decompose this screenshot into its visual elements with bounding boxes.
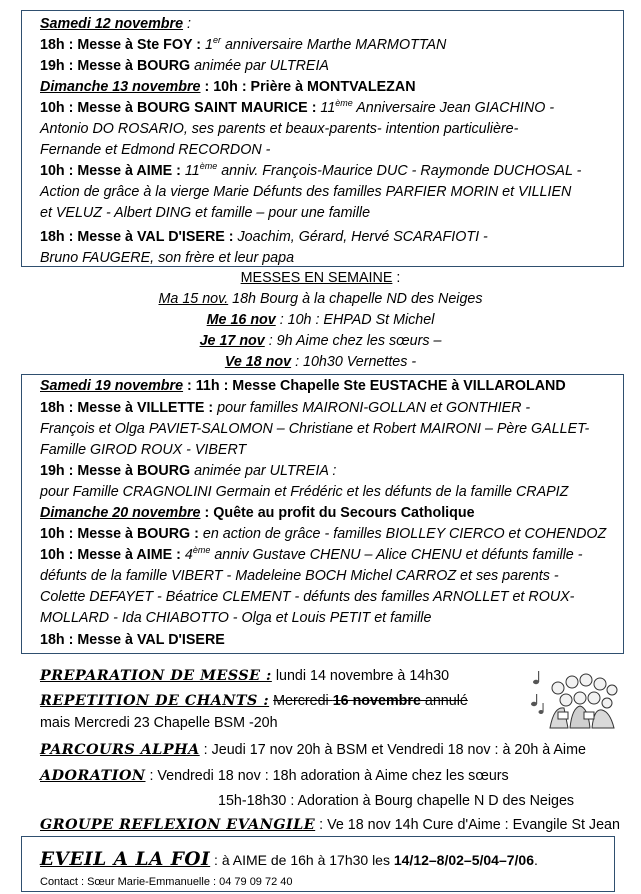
week2-intentions-line: François et Olga PAVIET-SALOMON – Christiane et Robert MAIRONI – Père GALLET- bbox=[40, 421, 590, 437]
repetition-chants: REPETITION DE CHANTS : Mercredi 16 novembre annulé bbox=[40, 693, 468, 709]
week2-mass-aime: 10h : Messe à AIME : 4ème anniv Gustave CHENU – Alice CHENU et défunts famille - bbox=[40, 545, 583, 563]
week2-intentions-line: pour Famille CRAGNOLINI Germain et Frédéric et les défunts de la famille CRAPIZ bbox=[40, 484, 569, 500]
week1-mass-aime: 10h : Messe à AIME : 11ème anniv. François-Maurice DUC - Raymonde DUCHOSAL - bbox=[40, 161, 582, 179]
week2-mass-villette: 18h : Messe à VILLETTE : pour familles MAIRONI-GOLLAN et GONTHIER - bbox=[40, 400, 531, 416]
weekday-mass-row: Ve 18 nov : 10h30 Vernettes - bbox=[224, 354, 417, 370]
week1-mass-ste-foy: 18h : Messe à Ste FOY : 1er anniversaire Marthe MARMOTTAN bbox=[40, 35, 447, 53]
week1-intentions-line: Antonio DO ROSARIO, ses parents et beaux-parents- intention particulière- bbox=[40, 121, 519, 137]
week2-saturday-heading: Samedi 19 novembre : 11h : Messe Chapelle Ste EUSTACHE à VILLAROLAND bbox=[40, 378, 566, 394]
music-note-icon bbox=[531, 671, 544, 714]
week1-mass-bsm: 10h : Messe à BOURG SAINT MAURICE : 11ème Anniversaire Jean GIACHINO - bbox=[40, 98, 555, 116]
week1-intentions-line: Bruno FAUGERE, son frère et leur papa bbox=[40, 250, 295, 266]
repetition-chants-new-date: mais Mercredi 23 Chapelle BSM -20h bbox=[40, 715, 278, 731]
week2-mass-bourg-sunday: 10h : Messe à BOURG : en action de grâce - familles BIOLLEY CIERCO et COHENDOZ bbox=[40, 526, 607, 542]
week1-saturday-heading: Samedi 12 novembre : bbox=[40, 16, 191, 32]
weekday-mass-row: Me 16 nov : 10h : EHPAD St Michel bbox=[206, 312, 435, 328]
contact-line: Contact : Sœur Marie-Emmanuelle : 04 79 09 72 40 bbox=[40, 876, 293, 888]
week2-mass-bourg: 19h : Messe à BOURG animée par ULTREIA : bbox=[40, 463, 337, 479]
week1-mass-bourg: 19h : Messe à BOURG animée par ULTREIA bbox=[40, 58, 329, 74]
week2-intentions-line: Colette DEFAYET - Béatrice CLEMENT - défunts des familles ARNOLLET et ROUX- bbox=[40, 589, 575, 605]
eveil-a-la-foi: EVEIL A LA FOI : à AIME de 16h à 17h30 les 14/12–8/02–5/04–7/06. bbox=[40, 849, 538, 870]
week2-intentions-line: défunts de la famille VIBERT - Madeleine BOCH Michel CARROZ et ses parents - bbox=[40, 568, 559, 584]
week1-mass-val-disere: 18h : Messe à VAL D'ISERE : Joachim, Gérard, Hervé SCARAFIOTI - bbox=[40, 229, 488, 245]
week2-intentions-line: Famille GIROD ROUX - VIBERT bbox=[40, 442, 247, 458]
singers-group bbox=[550, 674, 617, 728]
week2-intentions-line: MOLLARD - Ida CHIABOTTO - Olga et Louis PETIT et famille bbox=[40, 610, 432, 626]
parcours-alpha: PARCOURS ALPHA : Jeudi 17 nov 20h à BSM et Vendredi 18 nov : à 20h à Aime bbox=[40, 742, 586, 758]
week1-intentions-line: Fernande et Edmond RECORDON - bbox=[40, 142, 271, 158]
weekday-mass-row: Ma 15 nov. 18h Bourg à la chapelle ND des Neiges bbox=[158, 291, 483, 307]
week2-mass-val-disere: 18h : Messe à VAL D'ISERE bbox=[40, 632, 225, 648]
weekday-masses-title: MESSES EN SEMAINE : bbox=[240, 270, 401, 286]
weekday-mass-row: Je 17 nov : 9h Aime chez les sœurs – bbox=[199, 333, 442, 349]
week1-sunday-heading: Dimanche 13 novembre : 10h : Prière à MONTVALEZAN bbox=[40, 79, 416, 95]
groupe-reflexion: GROUPE REFLEXION EVANGILE : Ve 18 nov 14h Cure d'Aime : Evangile St Jean bbox=[40, 817, 620, 833]
adoration-bourg: 15h-18h30 : Adoration à Bourg chapelle N D des Neiges bbox=[218, 793, 575, 809]
week1-intentions-line: et VELUZ - Albert DING et famille – pour une famille bbox=[40, 205, 371, 221]
week1-intentions-line: Action de grâce à la vierge Marie Défunts des familles PARFIER MORIN et VILLIEN bbox=[40, 184, 572, 200]
preparation-messe: PREPARATION DE MESSE : lundi 14 novembre à 14h30 bbox=[40, 668, 450, 684]
adoration: ADORATION : Vendredi 18 nov : 18h adoration à Aime chez les sœurs bbox=[40, 768, 509, 784]
week2-sunday-heading: Dimanche 20 novembre : Quête au profit du Secours Catholique bbox=[40, 505, 475, 521]
choir-illustration bbox=[528, 668, 620, 730]
